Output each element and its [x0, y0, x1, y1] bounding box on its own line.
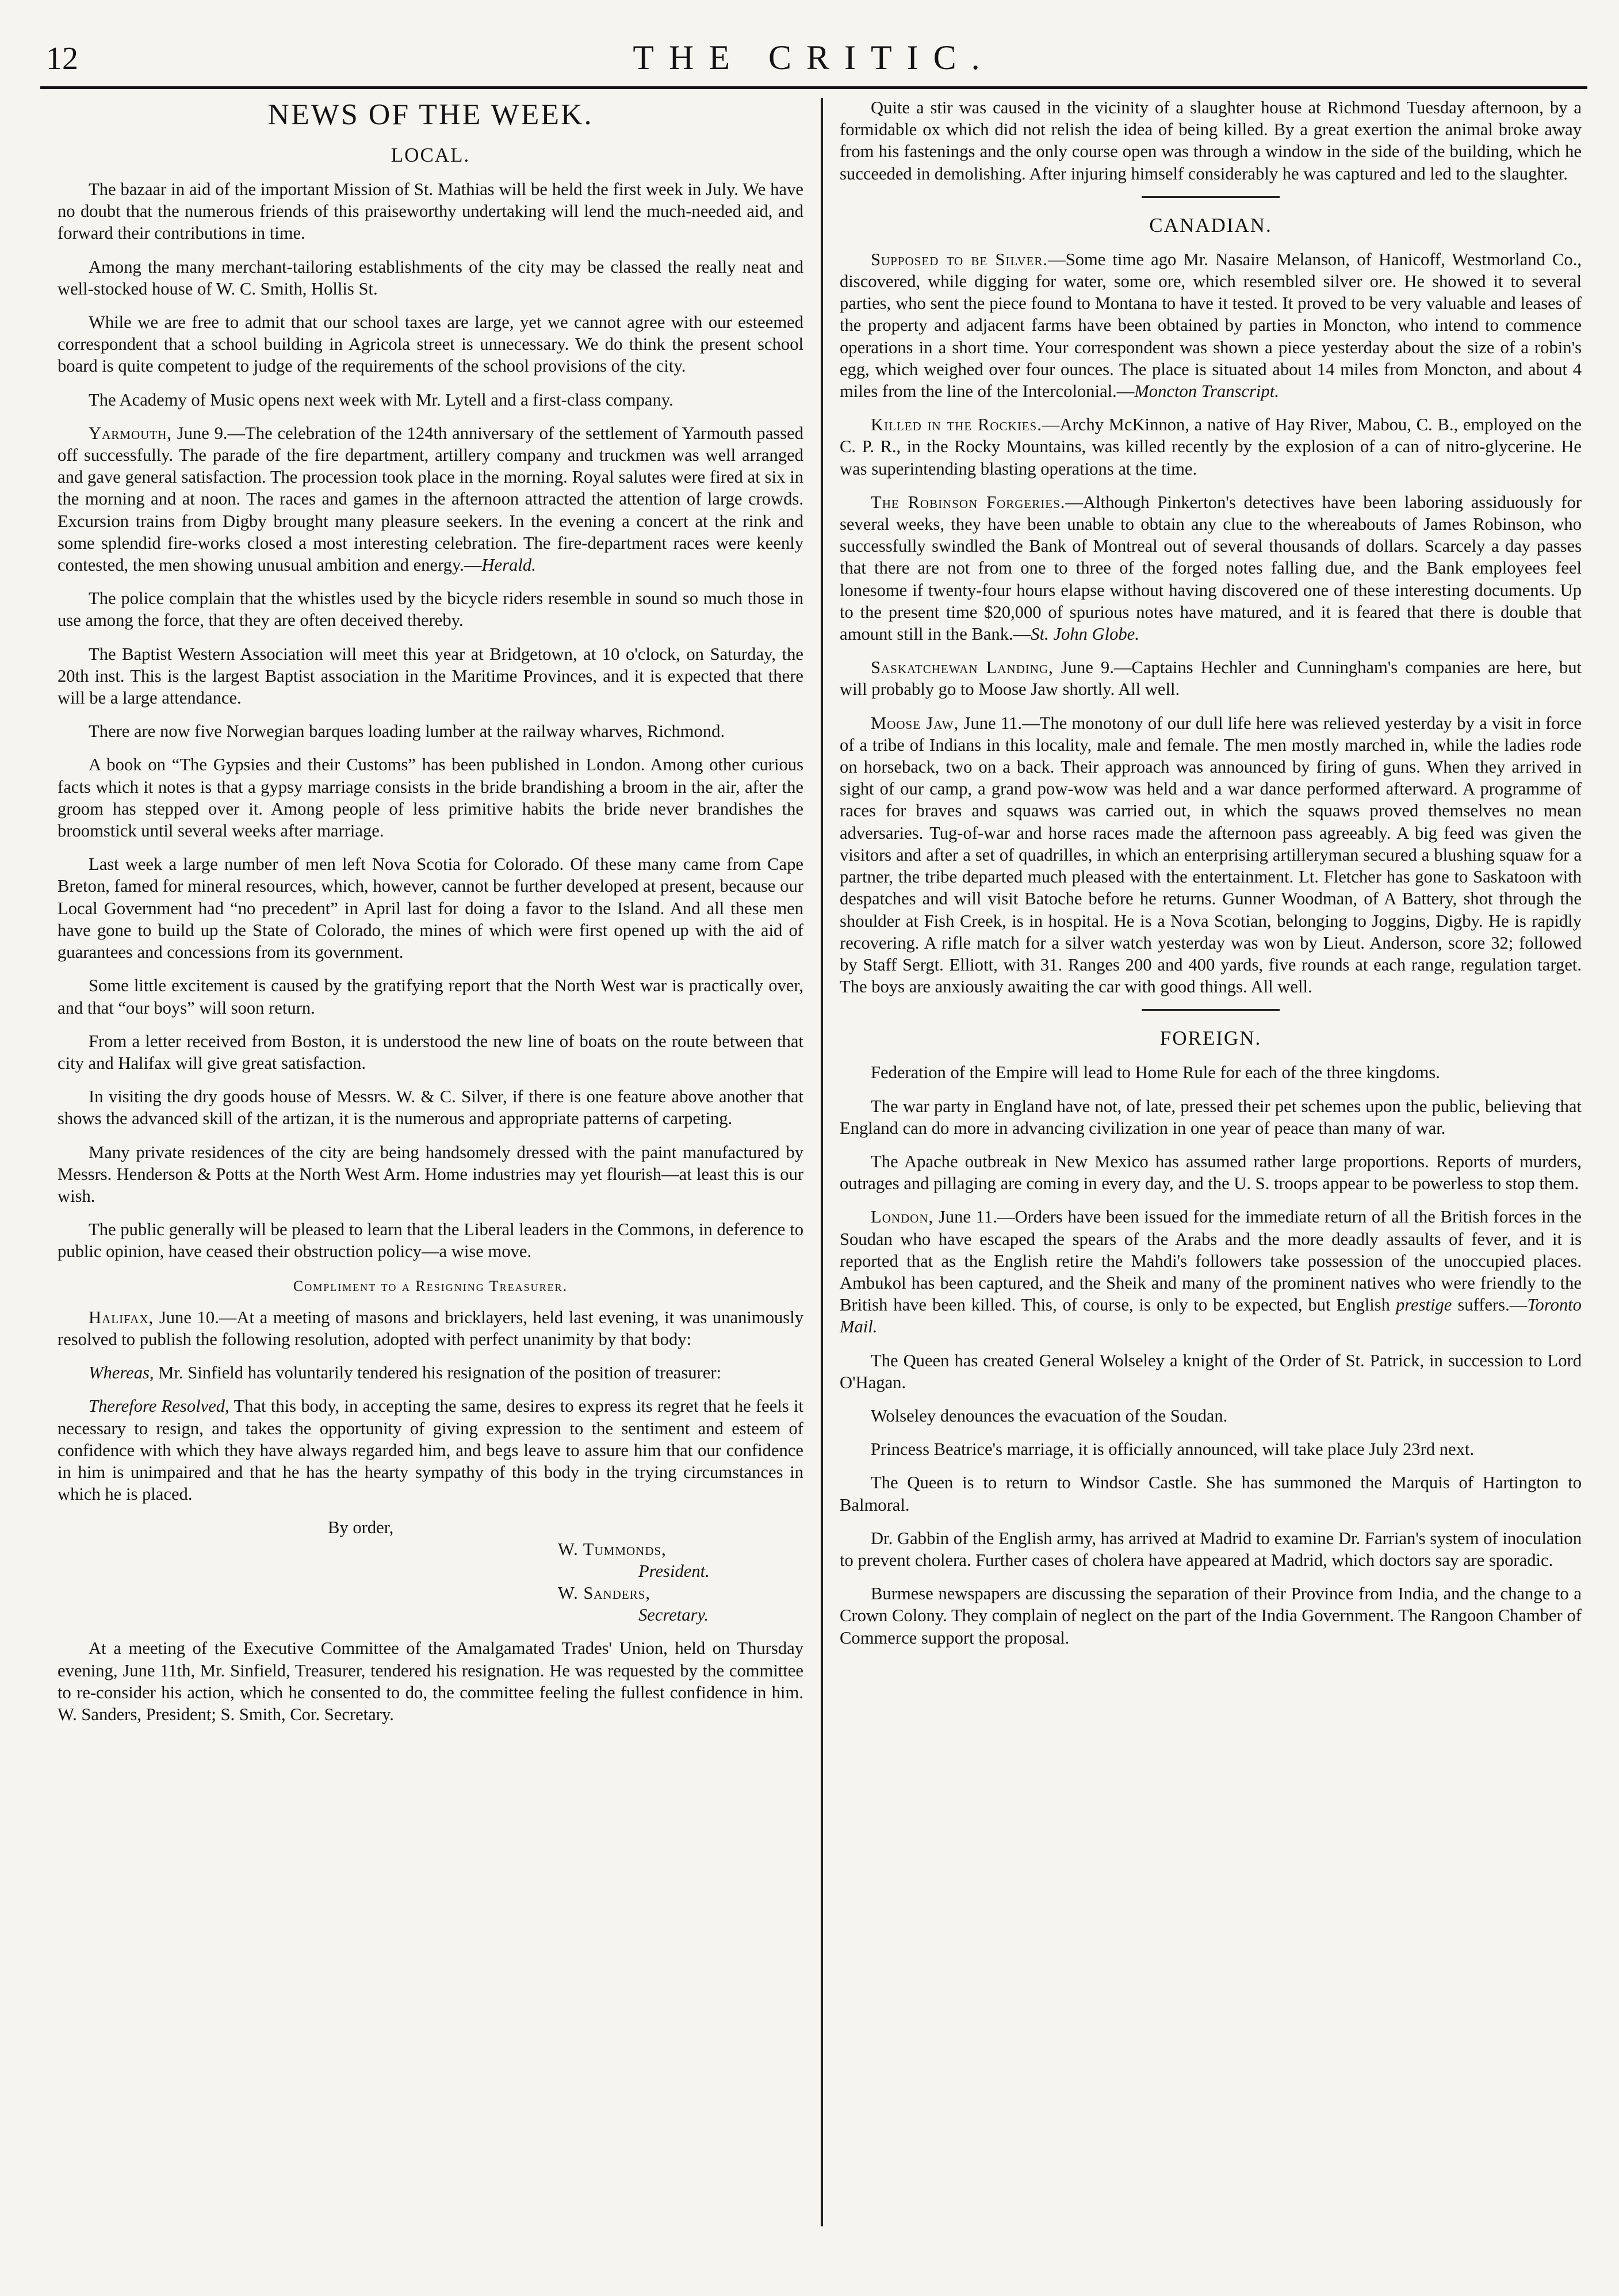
foreign-item-london	[840, 1206, 1582, 1338]
item-text: —Archy McKinnon, a native of Hay River, Mabou, C. B., employed on the C. P. R., in the Rocky Mountains, was killed recently by the explosion of a can of nitro-glycerine. He was superintending blasting operations at the time.	[840, 415, 1582, 479]
foreign-item: The Queen has created General Wolseley a knight of the Order of St. Patrick, in succession to Lord O'Hagan.	[840, 1350, 1582, 1392]
header-rule	[40, 86, 1587, 89]
signer-title: Secretary.	[638, 1605, 709, 1625]
article-paragraph: There are now five Norwegian barques loading lumber at the railway wharves, Richmond.	[89, 721, 725, 742]
article-text: Mr. Sinfield has voluntarily tendered his resignation of the position of treasurer:	[158, 1363, 722, 1383]
article-paragraph: While we are free to admit that our school taxes are large, yet we cannot agree with our esteemed correspondent that a school building in Agricola street is unnecessary. We do think the present school board is quite competent to judge of the requirements of the school provisions of the city.	[58, 312, 803, 376]
dateline-place: Halifax,	[89, 1307, 154, 1327]
section-rule	[1142, 196, 1280, 198]
resolution-lead: Therefore Resolved,	[89, 1396, 229, 1416]
article-paragraph: The Baptist Western Association will meet this year at Bridgetown, at 10 o'clock, on Saturday, the 20th inst. This is the largest Baptist association in the Maritime Provinces, and it is expected that there will be a large attendance.	[58, 644, 803, 708]
signer-name: W. Tummonds,	[558, 1539, 667, 1560]
news-title: NEWS OF THE WEEK.	[267, 98, 594, 131]
article-paragraph: Last week a large number of men left Nova Scotia for Colorado. Of these many came from Cape Breton, famed for mineral resources, which, however, cannot be further developed at present, because our Local Government had “no precedent” in April last for doing a favor to the Island. And all these men have gone to build up the State of Colorado, the mines of which were first opened up with the aid of guarantees and concessions from its government.	[58, 854, 803, 962]
by-order: By order,	[328, 1518, 394, 1538]
item-emphasis: prestige	[1395, 1295, 1452, 1315]
article-text: June 9.—The celebration of the 124th anniversary of the settlement of Yarmouth passed off successfully. The parade of the fire department, artillery company and truckmen was well arranged and gave general satisfaction. The procession took place in the morning. Royal salutes were fired at six in the morning and at noon. The races and games in the afternoon attracted the attention of large crowds. Excursion trains from Digby brought many pleasure seekers. In the evening a concert at the rink and some splendid fire-works closed a most interesting celebration. The fire-department races were keenly contested, the men showing unusual ambition and energy.—	[58, 423, 803, 575]
article-text: That this body, in accepting the same, desires to express its regret that he feels it necessary to resign, and takes the opportunity of giving expression to the sentiment and esteem of confidence with which they have always regarded him, and begs leave to assure him that our confidence in him is unimpaired and that he has the hearty sympathy of this body in the trying circumstances in which he is placed.	[58, 1396, 803, 1504]
article-text: June 10.—At a meeting of masons and bricklayers, held last evening, it was unanimously resolved to publish the following resolution, adopted with perfect unanimity by that body:	[58, 1307, 803, 1349]
item-lead: The Robinson Forgeries.	[871, 492, 1066, 512]
item-lead: Supposed to be Silver.	[871, 249, 1048, 269]
article-paragraph: The bazaar in aid of the important Mission of St. Mathias will be held the first week in July. We have no doubt that the numerous friends of this praiseworthy undertaking will lend the much-needed aid, and forward their contributions in time.	[58, 179, 803, 243]
canadian-item	[840, 249, 1582, 402]
resolution-lead: Whereas,	[89, 1363, 154, 1383]
section-heading-local: LOCAL.	[391, 144, 470, 166]
item-source: Toronto Mail.	[840, 1295, 1582, 1337]
column-divider	[821, 98, 823, 2226]
dateline-place: Yarmouth,	[89, 423, 172, 443]
foreign-item: Dr. Gabbin of the English army, has arrived at Madrid to examine Dr. Farrian's system of inoculation to prevent cholera. Further cases of cholera have appeared at Madrid, which doctors say are sporadic.	[840, 1528, 1582, 1570]
article-paragraph: Among the many merchant-tailoring establishments of the city may be classed the really neat and well-stocked house of W. C. Smith, Hollis St.	[58, 257, 803, 299]
canadian-item	[840, 656, 1582, 700]
foreign-item: Federation of the Empire will lead to Home Rule for each of the three kingdoms.	[871, 1063, 1440, 1083]
signer-name: W. Sanders,	[558, 1583, 651, 1603]
foreign-item: The Queen is to return to Windsor Castle. She has summoned the Marquis of Hartington to Balmoral.	[840, 1473, 1582, 1515]
article-paragraph: In visiting the dry goods house of Messrs. W. & C. Silver, if there is one feature above another that shows the advanced skill of the artizan, it is the numerous and appropriate patterns of carpeting.	[58, 1087, 803, 1129]
article-paragraph: The Academy of Music opens next week with Mr. Lytell and a first-class company.	[89, 389, 673, 410]
foreign-item: Princess Beatrice's marriage, it is officially announced, will take place July 23rd next.	[871, 1439, 1475, 1460]
item-text: June 9.—Captains Hechler and Cunningham's companies are here, but will probably go to Moose Jaw shortly. All well.	[840, 658, 1582, 700]
canadian-item	[840, 491, 1582, 645]
page-header	[40, 36, 1587, 82]
article-paragraph: Quite a stir was caused in the vicinity of a slaughter house at Richmond Tuesday afternoon, by a formidable ox which did not relish the idea of being killed. By a great exertion the animal broke away from his fastenings and the only course open was through a window in the side of the building, which he succeeded in demolishing. After injuring himself considerably he was captured and led to the slaughter.	[840, 98, 1582, 184]
article-paragraph-yarmouth	[58, 422, 803, 576]
item-text: June 11.—Orders have been issued for the immediate return of all the British forces in the Soudan who have escaped the spears of the Arabs and the more deadly assaults of fever, and it is reported that as the English retire the Mahdi's followers take possession of the unoccupied places. Ambukol has been captured, and the Sheik and many of the prominent natives who were friendly to the British have been killed. This, of course, is only to be expected, but English	[840, 1207, 1582, 1315]
article-paragraph: A book on “The Gypsies and their Customs” has been published in London. Among other curious facts which it notes is that a gypsy marriage consists in the bride brandishing a broom in the air, after the groom has stepped over it. Among people of less primitive habits the bride never brandishes the broomstick until several weeks after marriage.	[58, 755, 803, 841]
article-paragraph: The police complain that the whistles used by the bicycle riders resemble in sound so much those in use among the force, that they are often deceived thereby.	[58, 589, 803, 631]
signature-block	[58, 1516, 803, 1626]
whereas-paragraph	[58, 1362, 803, 1384]
section-rule	[1142, 1009, 1280, 1011]
dateline-place: London,	[871, 1207, 934, 1227]
canadian-item	[840, 414, 1582, 480]
section-heading-canadian: CANADIAN.	[1149, 213, 1272, 236]
item-source: St. John Globe.	[1031, 624, 1139, 644]
halifax-paragraph	[58, 1306, 803, 1350]
item-lead: Killed in the Rockies.	[871, 415, 1042, 435]
foreign-item: Burmese newspapers are discussing the separation of their Province from India, and the change to a Crown Colony. They complain of neglect on the part of the India Government. The Rangoon Chamber of Commerce support the proposal.	[840, 1584, 1582, 1648]
article-paragraph: From a letter received from Boston, it is understood the new line of boats on the route between that city and Halifax will give great satisfaction.	[58, 1031, 803, 1073]
masthead: THE CRITIC.	[633, 39, 995, 77]
article-source: Herald.	[481, 555, 536, 575]
foreign-item: The Apache outbreak in New Mexico has assumed rather large proportions. Reports of murders, outrages and pillaging are coming in every day, and the U. S. troops appear to be powerless to stop them.	[840, 1151, 1582, 1194]
page-number: 12	[46, 41, 78, 77]
signer-title: President.	[638, 1561, 710, 1581]
item-lead: Moose Jaw,	[871, 713, 959, 733]
article-paragraph: At a meeting of the Executive Committee of the Amalgamated Trades' Union, held on Thursday evening, June 11th, Mr. Sinfield, Treasurer, tendered his resignation. He was requested by the committee to re-consider his action, which he consented to do, the committee feeling the fullest confidence in him. W. Sanders, President; S. Smith, Cor. Secretary.	[58, 1638, 803, 1724]
right-column	[840, 97, 1582, 1660]
article-paragraph: The public generally will be pleased to learn that the Liberal leaders in the Commons, in deference to public opinion, have ceased their obstruction policy—a wise move.	[58, 1220, 803, 1262]
item-text: —Some time ago Mr. Nasaire Melanson, of Hanicoff, Westmorland Co., discovered, while digging for water, some ore, which resembled silver ore. He showed it to several parties, who sent the piece found to Montana to have it tested. It proved to be very valuable and leases of the property and adjacent farms have been obtained by parties in Moncton, who intend to commence operations in a short time. Your correspondent was shown a piece yesterday about the size of a robin's egg, which weighed over four ounces. The place is situated about 14 miles from Moncton, and about 4 miles from the line of the Intercolonial.—	[840, 249, 1582, 402]
compliment-heading: Compliment to a Resigning Treasurer.	[293, 1277, 568, 1294]
foreign-item: The war party in England have not, of late, pressed their pet schemes upon the public, believing that England can do more in advancing civilization in one year of peace than many of war.	[840, 1096, 1582, 1138]
left-column	[58, 97, 803, 1737]
foreign-item: Wolseley denounces the evacuation of the Soudan.	[871, 1405, 1228, 1426]
item-text: —Although Pinkerton's detectives have been laboring assiduously for several weeks, they have been unable to obtain any clue to the whereabouts of James Robinson, who successfully swindled the Bank of Montreal out of several thousands of dollars. Scarcely a day passes that there are not from one to three of the forged notes falling due, and the Bank employees feel lonesome if twenty-four hours elapse without having discovered one of these interesting documents. Up to the present time $20,000 of spurious notes have matured, and it is feared that there is double that amount still in the Bank.—	[840, 492, 1582, 644]
item-text: June 11.—The monotony of our dull life here was relieved yesterday by a visit in force of a tribe of Indians in this locality, male and female. The men mostly marched in, while the ladies rode on horseback, two on a back. Their approach was announced by firing of guns. When they arrived in sight of our camp, a grand pow-wow was held and a war dance performed afterward. A programme of races for braves and squaws was carried out, in which the squaws proved themselves no mean adversaries. Tug-of-war and horse races made the afternoon pass agreeably. A big feed was given the visitors and after a set of quadrilles, in which an enterprising artilleryman secured a blushing squaw for a partner, the tribe departed much pleased with the entertainment. Lt. Fletcher has gone to Saskatoon with despatches and will visit Batoche before he returns. Gunner Woodman, of A Battery, shot through the shoulder at Fish Creek, is in hospital. He is a Nova Scotian, belonging to Joggins, Digby. He is rapidly recovering. A rifle match for a silver watch yesterday was won by Lieut. Anderson, score 32; followed by Staff Sergt. Elliott, with 31. Ranges 200 and 400 yards, five rounds at each range, regulation target. The boys are anxiously awaiting the car with good things. All well.	[840, 713, 1582, 997]
item-source: Moncton Transcript.	[1134, 381, 1279, 402]
item-lead: Saskatchewan Landing,	[871, 658, 1054, 678]
article-paragraph: Many private residences of the city are being handsomely dressed with the paint manufactured by Messrs. Henderson & Potts at the North West Arm. Home industries may yet flourish—at least this is our wish.	[58, 1142, 803, 1206]
article-paragraph: Some little excitement is caused by the gratifying report that the North West war is practically over, and that “our boys” will soon return.	[58, 976, 803, 1018]
therefore-paragraph	[58, 1395, 803, 1505]
canadian-item	[840, 712, 1582, 998]
item-text: suffers.—	[1452, 1295, 1528, 1315]
section-heading-foreign: FOREIGN.	[1159, 1027, 1262, 1050]
